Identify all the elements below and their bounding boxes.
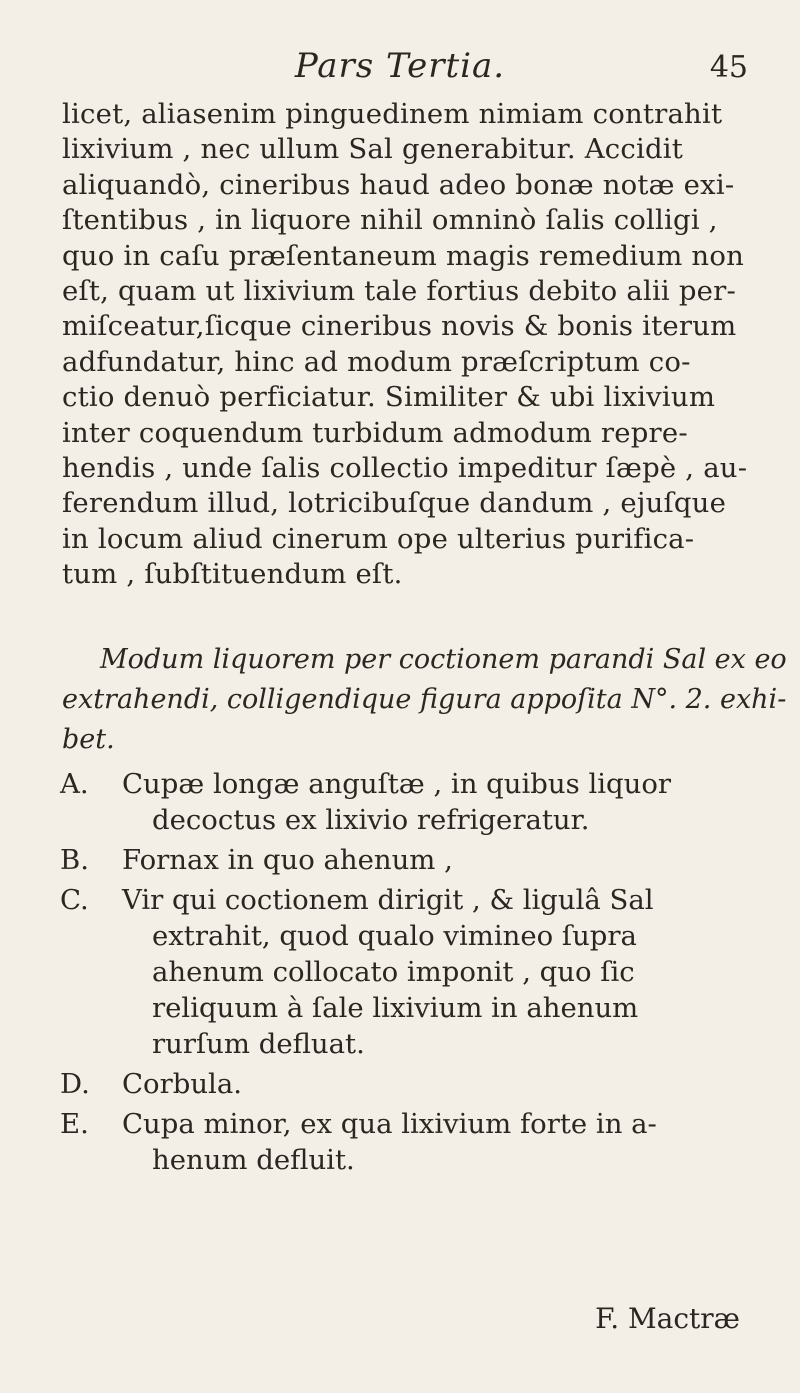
legend-line: Cupa minor, ex qua lixivium forte in a-	[122, 1108, 657, 1140]
legend-line: Cupæ longæ anguſtæ , in quibus liquor	[122, 768, 672, 800]
caption-line: bet.	[62, 724, 115, 755]
legend-line: reliquum à ſale lixivium in ahenum	[152, 992, 639, 1024]
legend-line: Corbula.	[122, 1068, 242, 1100]
text-line: hendis , unde ſalis collectio impeditur ſæpè , au-	[62, 452, 748, 485]
text-line: ferendum illud, lotricibuſque dandum , ejuſque	[62, 487, 727, 520]
body-paragraph	[62, 97, 752, 593]
legend-line: henum defluit.	[152, 1144, 355, 1176]
legend-text	[122, 1106, 752, 1178]
legend-text	[122, 882, 752, 1062]
text-line: ctio denuò perficiatur. Similiter & ubi lixivium	[62, 381, 716, 414]
text-line: eſt, quam ut lixivium tale fortius debito alii per-	[62, 275, 736, 308]
running-title: Pars Tertia.	[294, 46, 506, 86]
legend-line: decoctus ex lixivio refrigeratur.	[152, 804, 590, 836]
legend-item-b	[52, 842, 752, 878]
text-line: miſceatur,ſicque cineribus novis & bonis iterum	[62, 310, 737, 343]
text-line: in locum aliud cinerum ope ulterius purifica-	[62, 522, 695, 555]
text-line: tum , ſubſtituendum eſt.	[62, 558, 403, 591]
legend-key: D.	[60, 1068, 90, 1100]
legend-line: rurſum defluat.	[152, 1028, 365, 1060]
legend-text	[122, 766, 752, 838]
legend-text	[122, 1066, 752, 1102]
legend-item-d	[52, 1066, 752, 1102]
legend-key: E.	[60, 1108, 89, 1140]
caption-line: extrahendi, colligendique figura appoſita N°. 2. exhi-	[62, 684, 787, 715]
catchword: F. Mactræ	[595, 1302, 740, 1335]
legend-item-a	[52, 766, 752, 838]
text-line: quo in caſu præſentaneum magis remedium non	[62, 239, 745, 272]
figure-caption	[62, 640, 787, 760]
legend-item-c	[52, 882, 752, 1062]
text-line: lixivium , nec ullum Sal generabitur. Accidit	[62, 133, 684, 166]
text-line: ſtentibus , in liquore nihil omninò ſalis colligi ,	[62, 204, 718, 237]
legend-line: Fornax in quo ahenum ,	[122, 844, 453, 876]
text-line: aliquandò, cineribus haud adeo bonæ notæ exi-	[62, 168, 735, 201]
text-line: licet, aliasenim pinguedinem nimiam contrahit	[62, 98, 723, 130]
page-header	[0, 38, 800, 90]
legend-line: extrahit, quod qualo vimineo ſupra	[152, 920, 637, 952]
legend-item-e	[52, 1106, 752, 1178]
text-line: adfundatur, hinc ad modum præſcriptum co-	[62, 345, 691, 378]
legend-key: B.	[60, 844, 89, 876]
legend-key: A.	[60, 768, 89, 800]
page-number: 45	[709, 50, 748, 85]
legend-text	[122, 842, 752, 878]
legend-line: ahenum collocato imponit , quo ſic	[152, 956, 635, 988]
figure-legend	[52, 766, 752, 1182]
legend-key: C.	[60, 884, 89, 916]
legend-line: Vir qui coctionem dirigit , & ligulâ Sal	[122, 884, 654, 916]
text-line: inter coquendum turbidum admodum repre-	[62, 416, 688, 449]
caption-line: Modum liquorem per coctionem parandi Sal ex eo	[100, 644, 787, 675]
